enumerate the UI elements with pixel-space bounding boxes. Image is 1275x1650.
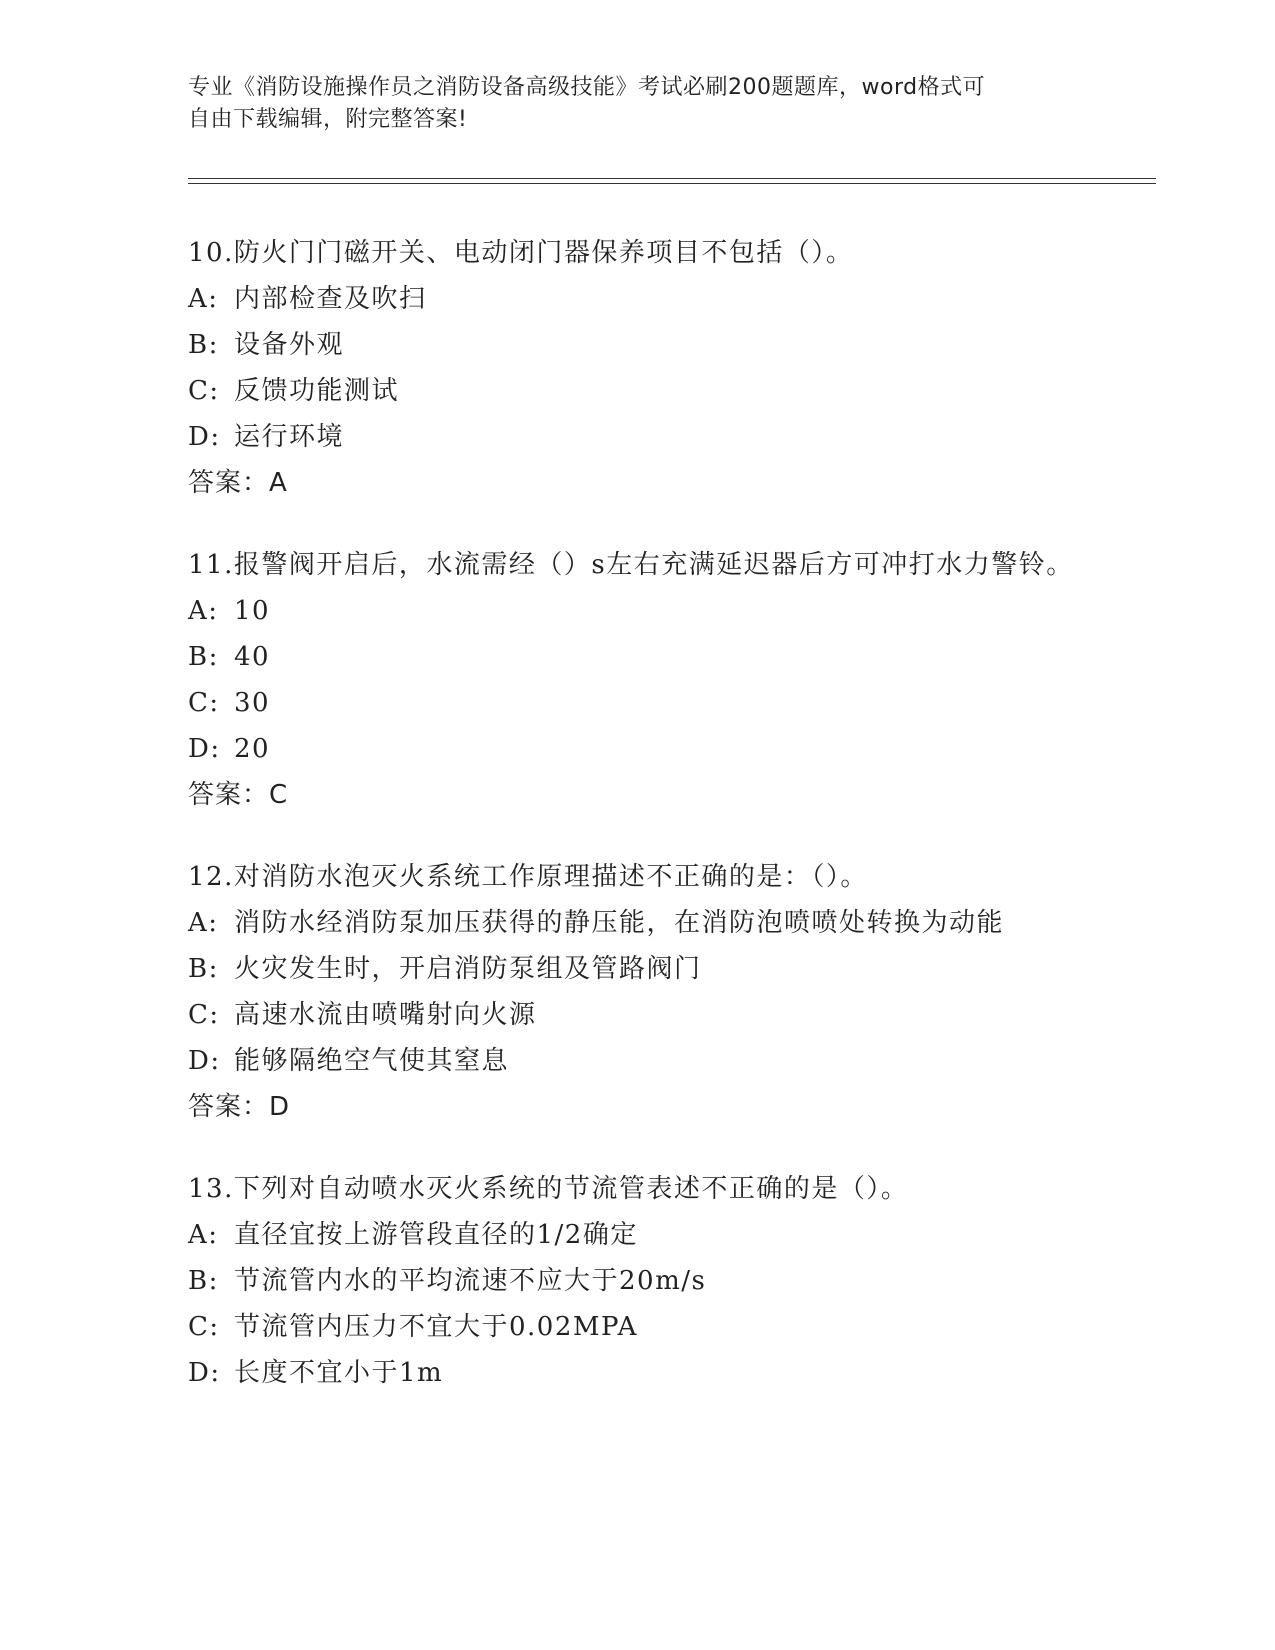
option-text: 20 — [234, 734, 271, 764]
header-line-1: 专业《消防设施操作员之消防设备高级技能》考试必刷200题题库，word格式可 — [188, 75, 986, 100]
option-key: B: — [188, 1266, 219, 1296]
document-header — [188, 72, 1088, 136]
question-12 — [188, 854, 1088, 1130]
option-key: C: — [188, 688, 220, 718]
option-text: 节流管内水的平均流速不应大于20m/s — [234, 1266, 707, 1296]
option-c — [188, 1304, 1088, 1350]
option-key: C: — [188, 1312, 220, 1342]
header-divider-top — [188, 178, 1156, 179]
option-c — [188, 992, 1088, 1038]
question-stem: 11.报警阀开启后，水流需经（）s左右充满延迟器后方可冲打水力警铃。 — [188, 550, 1074, 580]
option-text: 运行环境 — [234, 422, 345, 452]
question-13 — [188, 1166, 1088, 1396]
option-text: 30 — [234, 688, 271, 718]
option-key: A: — [188, 908, 219, 938]
question-stem: 10.防火门门磁开关、电动闭门器保养项目不包括（）。 — [188, 238, 854, 268]
option-key: A: — [188, 596, 219, 626]
option-text: 消防水经消防泵加压获得的静压能，在消防泡喷喷处转换为动能 — [234, 908, 1005, 938]
option-d — [188, 414, 1088, 460]
option-text: 40 — [234, 642, 271, 672]
option-d — [188, 1350, 1088, 1396]
option-a — [188, 1212, 1088, 1258]
option-key: A: — [188, 284, 219, 314]
answer-line: 答案：C — [188, 780, 289, 810]
option-text: 节流管内压力不宜大于0.02MPA — [234, 1312, 638, 1342]
option-key: B: — [188, 954, 219, 984]
option-c — [188, 368, 1088, 414]
option-key: D: — [188, 1046, 221, 1076]
question-list — [188, 230, 1088, 1432]
option-text: 反馈功能测试 — [234, 376, 400, 406]
header-line-2: 自由下载编辑，附完整答案! — [188, 107, 468, 132]
question-stem: 13.下列对自动喷水灭火系统的节流管表述不正确的是（）。 — [188, 1174, 909, 1204]
option-key: B: — [188, 642, 219, 672]
option-key: C: — [188, 376, 220, 406]
header-divider-bottom — [188, 183, 1156, 184]
option-text: 10 — [234, 596, 271, 626]
option-a — [188, 900, 1088, 946]
option-key: B: — [188, 330, 219, 360]
option-text: 设备外观 — [234, 330, 345, 360]
option-text: 火灾发生时，开启消防泵组及管路阀门 — [234, 954, 702, 984]
question-stem: 12.对消防水泡灭火系统工作原理描述不正确的是：（）。 — [188, 862, 868, 892]
option-b — [188, 1258, 1088, 1304]
option-text: 高速水流由喷嘴射向火源 — [234, 1000, 537, 1030]
option-text: 能够隔绝空气使其窒息 — [234, 1046, 510, 1076]
question-10 — [188, 230, 1088, 506]
option-key: D: — [188, 734, 221, 764]
answer-line: 答案：A — [188, 468, 288, 498]
question-11 — [188, 542, 1088, 818]
option-b — [188, 322, 1088, 368]
option-key: D: — [188, 422, 221, 452]
option-key: A: — [188, 1220, 219, 1250]
option-d — [188, 1038, 1088, 1084]
option-a — [188, 276, 1088, 322]
option-text: 内部检查及吹扫 — [234, 284, 427, 314]
option-d — [188, 726, 1088, 772]
option-b — [188, 946, 1088, 992]
answer-line: 答案：D — [188, 1092, 291, 1122]
option-a — [188, 588, 1088, 634]
option-text: 长度不宜小于1m — [234, 1358, 444, 1388]
option-c — [188, 680, 1088, 726]
option-text: 直径宜按上游管段直径的1/2确定 — [234, 1220, 638, 1250]
option-key: C: — [188, 1000, 220, 1030]
option-key: D: — [188, 1358, 221, 1388]
option-b — [188, 634, 1088, 680]
